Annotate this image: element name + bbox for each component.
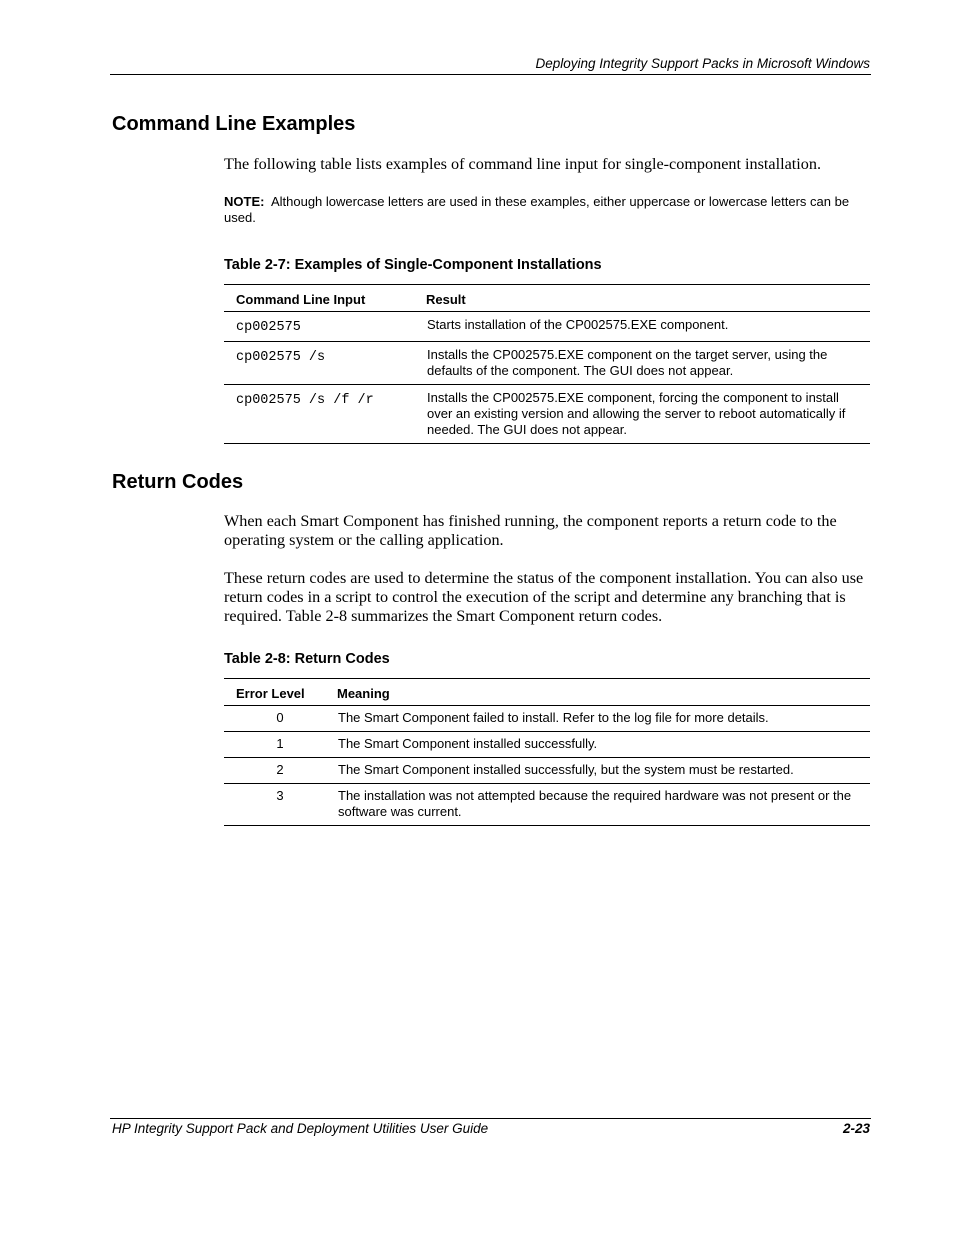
footer-book-title: HP Integrity Support Pack and Deployment Utilities User Guide: [112, 1121, 489, 1136]
command-cell: cp002575 /s: [224, 342, 426, 385]
meaning-cell: The Smart Component installed successfully.: [337, 732, 870, 758]
meaning-cell: The Smart Component failed to install. Refer to the log file for more details.: [337, 706, 870, 732]
meaning-cell: The Smart Component installed successfully, but the system must be restarted.: [337, 758, 870, 784]
table-header-row: [224, 679, 870, 706]
table-row: [224, 342, 870, 385]
running-header: Deploying Integrity Support Packs in Microsoft Windows: [535, 56, 870, 71]
error-level-cell: 0: [224, 706, 337, 732]
error-level-cell: 2: [224, 758, 337, 784]
table-row: [224, 784, 870, 826]
table-row: [224, 758, 870, 784]
column-header-error-level: Error Level: [224, 679, 337, 706]
footer-rule: [110, 1118, 871, 1119]
column-header-meaning: Meaning: [337, 679, 870, 706]
table-row: [224, 312, 870, 342]
table-header-row: [224, 285, 870, 312]
intro-paragraph: The following table lists examples of command line input for single-component installation.: [224, 155, 822, 173]
command-cell: cp002575 /s /f /r: [236, 393, 374, 408]
single-component-installations-table: [224, 284, 870, 444]
note-paragraph: [224, 194, 864, 226]
section-heading-return-codes: Return Codes: [112, 471, 244, 493]
result-cell: Installs the CP002575.EXE component on the target server, using the defaults of the component. The GUI does not appear.: [426, 342, 870, 385]
return-codes-table: [224, 678, 870, 826]
table-row: [224, 385, 870, 444]
result-cell: Installs the CP002575.EXE component, forcing the component to install over an existing version and allowing the server to reboot automatically if needed. The GUI does not appear.: [427, 390, 846, 437]
meaning-cell: The installation was not attempted because the required hardware was not present or the software was current.: [338, 788, 852, 819]
command-cell: cp002575: [224, 312, 426, 342]
table-row: [224, 732, 870, 758]
error-level-cell: 3: [276, 788, 284, 803]
return-codes-paragraph-2: These return codes are used to determine the status of the component installation. You can also use return codes in a script to control the execution of the script and determine any branching that is required. Table 2-8 summarizes the Smart Component return codes.: [224, 569, 864, 625]
column-header-command-line-input: Command Line Input: [224, 285, 426, 312]
header-rule: [110, 74, 871, 75]
note-label: NOTE:: [224, 194, 265, 209]
table-row: [224, 706, 870, 732]
page-number: 2-23: [842, 1121, 870, 1136]
table-2-8-caption: Table 2-8: Return Codes: [224, 651, 390, 667]
section-heading-command-line-examples: Command Line Examples: [112, 113, 356, 135]
return-codes-paragraph-1: When each Smart Component has finished running, the component reports a return code to the operating system or the calling application.: [224, 512, 837, 549]
result-cell: Starts installation of the CP002575.EXE component.: [426, 312, 870, 342]
error-level-cell: 1: [224, 732, 337, 758]
table-2-7-caption: Table 2-7: Examples of Single-Component Installations: [224, 257, 602, 273]
note-text: Although lowercase letters are used in these examples, either uppercase or lowercase letters can be used.: [224, 194, 850, 225]
column-header-result: Result: [426, 285, 870, 312]
